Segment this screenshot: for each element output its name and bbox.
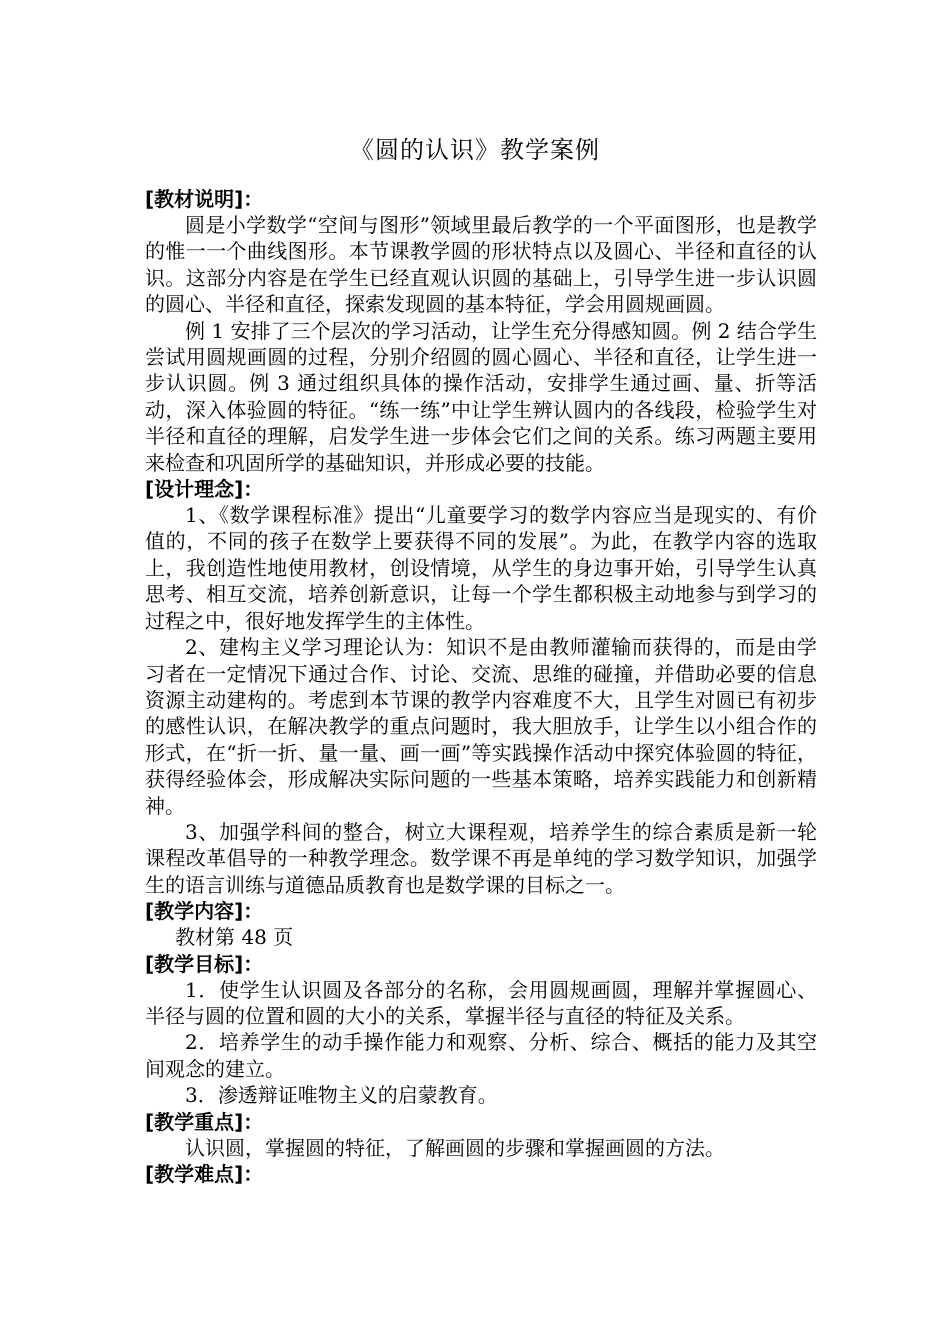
- section-heading: [设计理念]：: [145, 477, 264, 502]
- paragraph: 例 1 安排了三个层次的学习活动，让学生充分得感知圆。例 2 结合学生尝试用圆规画圆的过程，分别介绍圆的圆心圆心、半径和直径，让学生进一步认识圆。例 3 通过组织具体的操作活动，安排学生通过画、量、折等活动，深入体验圆的特征。“练一练”中让学生辨认圆内的各线段，检验学生对半径和直径的理解，启发学生进一步体会它们之间的关系。练习两题主要用来检查和巩固所学的基础知识，并形成必要的技能。: [145, 318, 817, 475]
- paragraph: 圆是小学数学“空间与图形”领域里最后教学的一个平面图形，也是教学的惟一一个曲线图形。本节课教学圆的形状特点以及圆心、半径和直径的认识。这部分内容是在学生已经直观认识圆的基础上，引导学生进一步认识圆的圆心、半径和直径，探索发现圆的基本特征，学会用圆规画圆。: [145, 213, 817, 317]
- paragraph: 3．渗透辩证唯物主义的启蒙教育。: [185, 1083, 498, 1108]
- paragraph: 2．培养学生的动手操作能力和观察、分析、综合、概括的能力及其空间观念的建立。: [145, 1030, 817, 1081]
- document-body: [145, 186, 817, 1187]
- paragraph: 1、《数学课程标准》提出“儿童要学习的数学内容应当是现实的、有价值的，不同的孩子在数学上要获得不同的发展”。为此，在教学内容的选取上，我创造性地使用教材，创设情境，从学生的身边事开始，引导学生认真思考、相互交流，培养创新意识，让每一个学生都积极主动地参与到学习的过程之中，很好地发挥学生的主体性。: [145, 503, 817, 633]
- section-design-concept: [145, 476, 817, 898]
- section-heading: [教学目标]：: [145, 951, 264, 976]
- document-title: 《圆的认识》教学案例: [350, 136, 600, 164]
- paragraph: 教材第 48 页: [175, 925, 294, 950]
- section-heading: [教学难点]：: [145, 1162, 264, 1186]
- section-teaching-content: [145, 898, 817, 950]
- paragraph: 1．使学生认识圆及各部分的名称，会用圆规画圆，理解并掌握圆心、半径与圆的位置和圆的大小的关系，掌握半径与直径的特征及关系。: [145, 977, 817, 1028]
- section-teaching-difficulty: [145, 1161, 817, 1187]
- section-teaching-focus: [145, 1109, 817, 1161]
- section-teaching-objectives: [145, 951, 817, 1109]
- section-heading: [教学重点]：: [145, 1109, 264, 1134]
- section-heading: [教学内容]：: [145, 899, 264, 924]
- section-textbook-description: [145, 186, 817, 476]
- section-heading: [教材说明]：: [145, 187, 264, 211]
- paragraph: 3、加强学科间的整合，树立大课程观，培养学生的综合素质是新一轮课程改革倡导的一种教学理念。数学课不再是单纯的学习数学知识，加强学生的语言训练与道德品质教育也是数学课的目标之一。: [145, 819, 817, 897]
- paragraph: 认识圆，掌握圆的特征，了解画圆的步骤和掌握画圆的方法。: [185, 1135, 725, 1160]
- paragraph: 2、建构主义学习理论认为：知识不是由教师灌输而获得的，而是由学习者在一定情况下通过合作、讨论、交流、思维的碰撞，并借助必要的信息资源主动建构的。考虑到本节课的教学内容难度不大，且学生对圆已有初步的感性认识，在解决教学的重点问题时，我大胆放手，让学生以小组合作的形式，在“折一折、量一量、画一画”等实践操作活动中探究体验圆的特征，获得经验体会，形成解决实际问题的一些基本策略，培养实践能力和创新精神。: [145, 635, 817, 818]
